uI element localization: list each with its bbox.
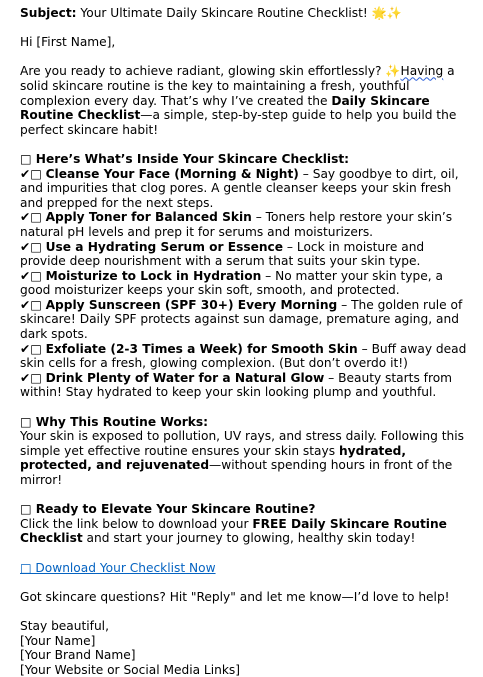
subject-line: [20, 6, 469, 21]
why-paragraph: Your skin is exposed to pollution, UV rays, and stress daily. Following this simple yet effective routine ensures your skin stays hydrated, protected, and rejuvenated—without spending hours in front of the mirror!: [20, 429, 464, 487]
signature-brand: [Your Brand Name]: [20, 648, 136, 663]
checkmark-icon: ✔: [20, 268, 31, 283]
checklist-item-title: Moisturize to Lock in Hydration: [45, 268, 262, 283]
checklist-item: [20, 342, 469, 371]
box-icon: □: [30, 370, 42, 385]
checklist-item-desc: – Say goodbye to dirt, oil, and impurities that clog pores. A gentle cleanser keeps your skin fresh and prepped for the next steps.: [20, 166, 459, 210]
checklist-item-desc: – No matter your skin type, a good moisturizer keeps your skin soft, smooth, and protected.: [20, 268, 443, 298]
box-icon: □: [30, 341, 42, 356]
pointer-icon: □: [20, 560, 32, 575]
signature-links: [Your Website or Social Media Links]: [20, 662, 240, 677]
download-link-line: [20, 561, 469, 576]
spellcheck-word[interactable]: Having: [400, 64, 444, 79]
sparkle-icon: □: [20, 502, 32, 517]
box-icon: □: [30, 166, 42, 181]
checklist-item: [20, 240, 469, 269]
clipboard-icon: □: [20, 151, 32, 166]
checklist-item-desc: – Beauty starts from within! Stay hydrated to keep your skin looking plump and youthful.: [20, 370, 453, 400]
checklist-item-desc: – Lock in moisture and provide deep nourishment with a serum that suits your skin type.: [20, 239, 425, 269]
checklist-item-title: Cleanse Your Face (Morning & Night): [45, 166, 299, 181]
box-icon: □: [30, 239, 42, 254]
inside-heading: □ Here’s What’s Inside Your Skincare Checklist:: [20, 151, 350, 166]
greeting: Hi [First Name],: [20, 35, 116, 50]
checklist-item-title: Drink Plenty of Water for a Natural Glow: [45, 370, 325, 385]
checkmark-icon: ✔: [20, 297, 31, 312]
checkmark-icon: ✔: [20, 166, 31, 181]
checkmark-icon: ✔: [20, 370, 31, 385]
questions-line: Got skincare questions? Hit "Reply" and let me know—I’d love to help!: [20, 589, 450, 604]
checklist-item: [20, 210, 469, 239]
checklist-item: [20, 371, 469, 400]
signature-name: [Your Name]: [20, 633, 96, 648]
box-icon: □: [30, 268, 42, 283]
subject-label: Subject:: [20, 6, 77, 20]
checklist-item: [20, 298, 469, 342]
subject-text: Your Ultimate Daily Skincare Routine Checklist! 🌟✨: [76, 6, 403, 20]
checklist-item-title: Use a Hydrating Serum or Essence: [45, 239, 284, 254]
checklist-item-desc: – The golden rule of skincare! Daily SPF protects against sun damage, premature aging, and dark spots.: [20, 297, 463, 342]
checkmark-icon: ✔: [20, 239, 31, 254]
checklist-item-desc: – Buff away dead skin cells for a fresh, glowing complexion. (But don’t overdo it!): [20, 341, 467, 371]
checklist-item: [20, 269, 469, 298]
checkmark-icon: ✔: [20, 210, 31, 225]
checkmark-icon: ✔: [20, 341, 31, 356]
ready-heading: □ Ready to Elevate Your Skincare Routine?: [20, 502, 316, 517]
why-heading: □ Why This Routine Works:: [20, 414, 208, 429]
checklist-item-desc: – Toners help restore your skin’s natural pH levels and prep it for serums and moisturizers.: [20, 210, 453, 239]
checklist-item-title: Exfoliate (2-3 Times a Week) for Smooth Skin: [45, 341, 358, 356]
download-checklist-link[interactable]: □ Download Your Checklist Now: [20, 560, 216, 575]
checklist: [20, 167, 469, 401]
signoff: Stay beautiful,: [20, 618, 109, 633]
lightbulb-icon: □: [20, 414, 32, 429]
ready-paragraph: Click the link below to download your FREE Daily Skincare Routine Checklist and start your journey to glowing, healthy skin today!: [20, 516, 447, 546]
checklist-item: [20, 167, 469, 211]
intro-paragraph: Are you ready to achieve radiant, glowing skin effortlessly? ✨Having a solid skincare routine is the key to maintaining a fresh, youthful complexion every day. That’s why I’ve created the Daily Skincare Routine Checklist—a simple, step-by-step guide to help you build the perfect skincare habit!: [20, 64, 457, 137]
box-icon: □: [30, 297, 42, 312]
box-icon: □: [30, 210, 42, 225]
checklist-item-title: Apply Toner for Balanced Skin: [45, 210, 252, 225]
checklist-item-title: Apply Sunscreen (SPF 30+) Every Morning: [45, 297, 338, 312]
